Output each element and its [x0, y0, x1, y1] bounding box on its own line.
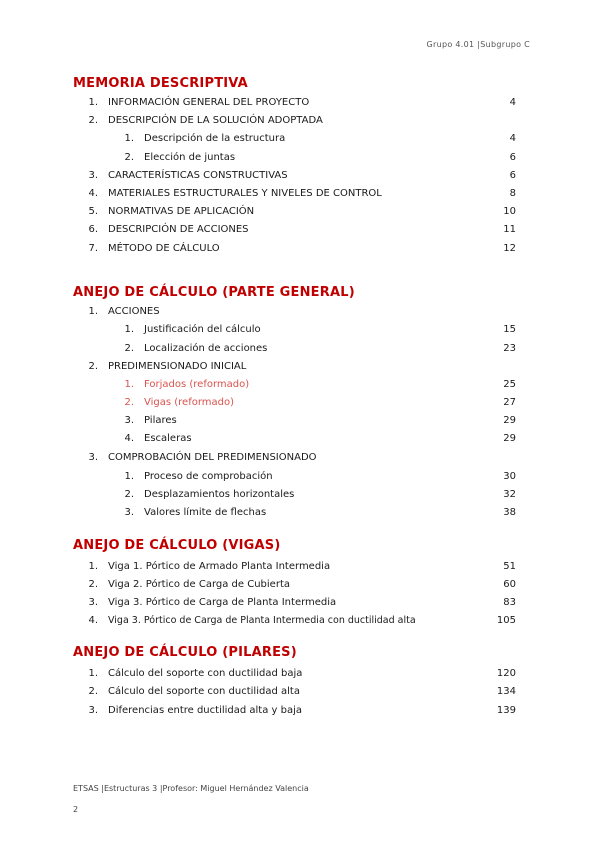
toc-label: DESCRIPCIÓN DE ACCIONES: [108, 224, 249, 235]
toc-label: Viga 1. Pórtico de Armado Planta Intermedia: [108, 561, 331, 572]
toc-label: Descripción de la estructura: [144, 133, 286, 144]
toc-number: 2.: [124, 489, 134, 500]
toc-label: Viga 3. Pórtico de Carga de Planta Intermedia: [108, 597, 337, 608]
toc-page: 25: [503, 379, 516, 390]
toc-subentry[interactable]: [0, 415, 600, 429]
toc-number: 5.: [88, 206, 98, 217]
section-title-vigas: ANEJO DE CÁLCULO (VIGAS): [73, 538, 281, 553]
toc-number: 2.: [88, 686, 98, 697]
toc-subentry[interactable]: [0, 133, 600, 147]
toc-label: PREDIMENSIONADO INICIAL: [108, 361, 247, 372]
toc-page: 12: [503, 243, 516, 254]
page-footer: ETSAS |Estructuras 3 |Profesor: Miguel Hernández Valencia: [73, 784, 309, 793]
toc-entry[interactable]: [0, 224, 600, 238]
toc-number: 3.: [88, 170, 98, 181]
toc-number: 1.: [88, 561, 98, 572]
toc-page: 29: [503, 433, 516, 444]
toc-entry[interactable]: [0, 452, 600, 466]
toc-label: Viga 3. Pórtico de Carga de Planta Intermedia con ductilidad alta: [108, 615, 416, 626]
toc-label: Justificación del cálculo: [144, 324, 261, 335]
toc-entry[interactable]: [0, 188, 600, 202]
toc-subentry[interactable]: [0, 471, 600, 485]
toc-number: 3.: [88, 452, 98, 463]
toc-page: 6: [509, 170, 516, 181]
toc-page: 10: [503, 206, 516, 217]
toc-number: 1.: [124, 133, 134, 144]
toc-page: 8: [509, 188, 516, 199]
toc-number: 1.: [88, 668, 98, 679]
toc-entry[interactable]: [0, 361, 600, 375]
toc-entry[interactable]: [0, 705, 600, 719]
toc-number: 2.: [88, 361, 98, 372]
toc-label: Cálculo del soporte con ductilidad baja: [108, 668, 303, 679]
toc-subentry[interactable]: [0, 152, 600, 166]
toc-entry[interactable]: [0, 686, 600, 700]
toc-page: 11: [503, 224, 516, 235]
toc-subentry[interactable]: [0, 489, 600, 503]
toc-entry[interactable]: [0, 306, 600, 320]
toc-page: 32: [503, 489, 516, 500]
toc-subentry[interactable]: [0, 324, 600, 338]
toc-label: MATERIALES ESTRUCTURALES Y NIVELES DE CONTROL: [108, 188, 382, 199]
toc-subentry[interactable]: [0, 433, 600, 447]
toc-page: 23: [503, 343, 516, 354]
toc-number: 4.: [88, 615, 98, 626]
toc-entry[interactable]: [0, 561, 600, 575]
page-number: 2: [73, 805, 79, 814]
toc-label: NORMATIVAS DE APLICACIÓN: [108, 206, 255, 217]
toc-page: 30: [503, 471, 516, 482]
toc-subentry[interactable]: [0, 343, 600, 357]
toc-label: Vigas (reformado): [144, 397, 235, 408]
toc-number: 3.: [88, 597, 98, 608]
toc-page: 51: [503, 561, 516, 572]
toc-page: 139: [496, 705, 516, 716]
toc-number: 7.: [88, 243, 98, 254]
toc-page: 29: [503, 415, 516, 426]
toc-label: Desplazamientos horizontales: [144, 489, 295, 500]
toc-label: Forjados (reformado): [144, 379, 250, 390]
toc-entry[interactable]: [0, 668, 600, 682]
toc-label: Elección de juntas: [144, 152, 236, 163]
toc-page: 83: [503, 597, 516, 608]
toc-label: INFORMACIÓN GENERAL DEL PROYECTO: [108, 97, 310, 108]
toc-entry[interactable]: [0, 115, 600, 129]
toc-label: COMPROBACIÓN DEL PREDIMENSIONADO: [108, 452, 317, 463]
toc-label: Escaleras: [144, 433, 192, 444]
toc-page: 120: [496, 668, 516, 679]
section-title-parte-general: ANEJO DE CÁLCULO (PARTE GENERAL): [73, 285, 355, 300]
toc-label: Localización de acciones: [144, 343, 268, 354]
page-header: Grupo 4.01 |Subgrupo C: [426, 40, 530, 49]
toc-number: 6.: [88, 224, 98, 235]
toc-number: 2.: [124, 397, 134, 408]
toc-label: MÉTODO DE CÁLCULO: [108, 243, 220, 254]
toc-number: 2.: [124, 152, 134, 163]
toc-number: 1.: [124, 471, 134, 482]
toc-entry[interactable]: [0, 170, 600, 184]
toc-subentry[interactable]: [0, 507, 600, 521]
toc-page: 15: [503, 324, 516, 335]
toc-number: 1.: [88, 306, 98, 317]
toc-entry[interactable]: [0, 615, 600, 629]
toc-label: Cálculo del soporte con ductilidad alta: [108, 686, 300, 697]
toc-page: 6: [509, 152, 516, 163]
toc-subentry-highlighted[interactable]: [0, 397, 600, 411]
toc-subentry-highlighted[interactable]: [0, 379, 600, 393]
section-title-pilares: ANEJO DE CÁLCULO (PILARES): [73, 645, 297, 660]
toc-page: 4: [509, 133, 516, 144]
toc-label: ACCIONES: [108, 306, 160, 317]
toc-number: 3.: [88, 705, 98, 716]
toc-label: CARACTERÍSTICAS CONSTRUCTIVAS: [108, 170, 288, 181]
toc-page: 60: [503, 579, 516, 590]
toc-label: Proceso de comprobación: [144, 471, 273, 482]
toc-label: Diferencias entre ductilidad alta y baja: [108, 705, 303, 716]
toc-number: 1.: [124, 379, 134, 390]
toc-number: 2.: [88, 579, 98, 590]
toc-page: 27: [503, 397, 516, 408]
toc-page: 105: [496, 615, 516, 626]
toc-label: Pilares: [144, 415, 177, 426]
toc-label: Viga 2. Pórtico de Carga de Cubierta: [108, 579, 290, 590]
toc-number: 1.: [88, 97, 98, 108]
toc-entry[interactable]: [0, 243, 600, 257]
toc-entry[interactable]: [0, 597, 600, 611]
toc-entry[interactable]: [0, 97, 600, 111]
section-title-memoria: MEMORIA DESCRIPTIVA: [73, 76, 248, 91]
toc-number: 4.: [124, 433, 134, 444]
toc-number: 1.: [124, 324, 134, 335]
toc-page: 38: [503, 507, 516, 518]
toc-number: 3.: [124, 507, 134, 518]
toc-number: 3.: [124, 415, 134, 426]
toc-entry[interactable]: [0, 206, 600, 220]
toc-label: Valores límite de flechas: [144, 507, 267, 518]
toc-page: 134: [496, 686, 516, 697]
toc-label: DESCRIPCIÓN DE LA SOLUCIÓN ADOPTADA: [108, 115, 323, 126]
toc-page: 4: [509, 97, 516, 108]
toc-number: 2.: [88, 115, 98, 126]
toc-entry[interactable]: [0, 579, 600, 593]
toc-number: 2.: [124, 343, 134, 354]
toc-number: 4.: [88, 188, 98, 199]
